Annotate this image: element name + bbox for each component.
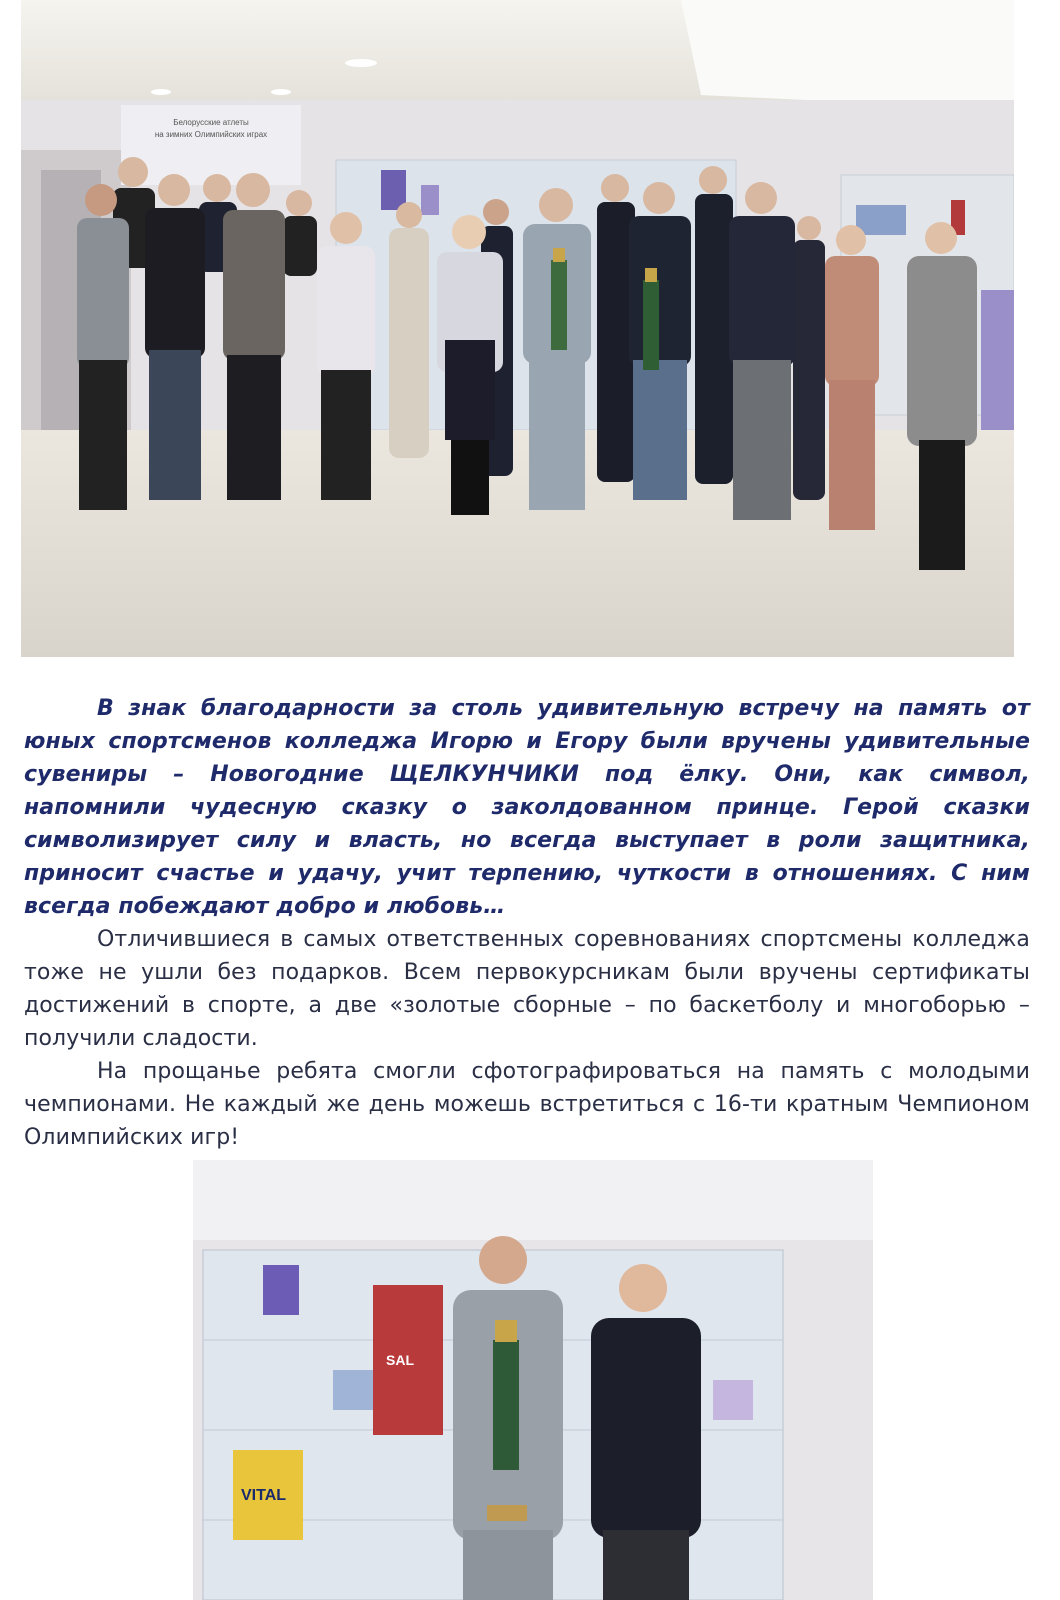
champion-photo-illustration bbox=[193, 1160, 873, 1600]
sign-line2: на зимних Олимпийских играх bbox=[154, 130, 268, 139]
sign-line1: Белорусские атлеты bbox=[173, 118, 249, 127]
group-photo-illustration bbox=[21, 0, 1014, 657]
jersey-text: SAL bbox=[386, 1352, 414, 1368]
paragraph-awards: Отличившиеся в самых ответственных соревнованиях спортсмены колледжа тоже не ушли без подарков. Всем первокурсникам были вручены сертификаты достижений в спорте, а две «золотые сборные – по баскетболу и многоборью – получили сладости. bbox=[24, 927, 1030, 1051]
article-text bbox=[24, 692, 1030, 1154]
champion-photo bbox=[193, 1160, 873, 1600]
bib-text: VITAL bbox=[241, 1487, 287, 1504]
group-photo bbox=[21, 0, 1014, 657]
paragraph-farewell: На прощанье ребята смогли сфотографироваться на память с молодыми чемпионами. Не каждый же день можешь встретиться с 16-ти кратным Чемпионом Олимпийских игр! bbox=[24, 1059, 1030, 1150]
paragraph-gratitude: В знак благодарности за столь удивительную встречу на память от юных спортсменов колледжа Игорю и Егору были вручены удивительные сувениры – Новогодние ЩЕЛКУНЧИКИ под ёлку. Они, как символ, напомнили чудесную сказку о заколдованном принце. Герой сказки символизирует силу и власть, но всегда выступает в роли защитника, приносит счастье и удачу, учит терпению, чуткости в отношениях. С ним всегда побеждают добро и любовь… bbox=[24, 696, 1030, 919]
